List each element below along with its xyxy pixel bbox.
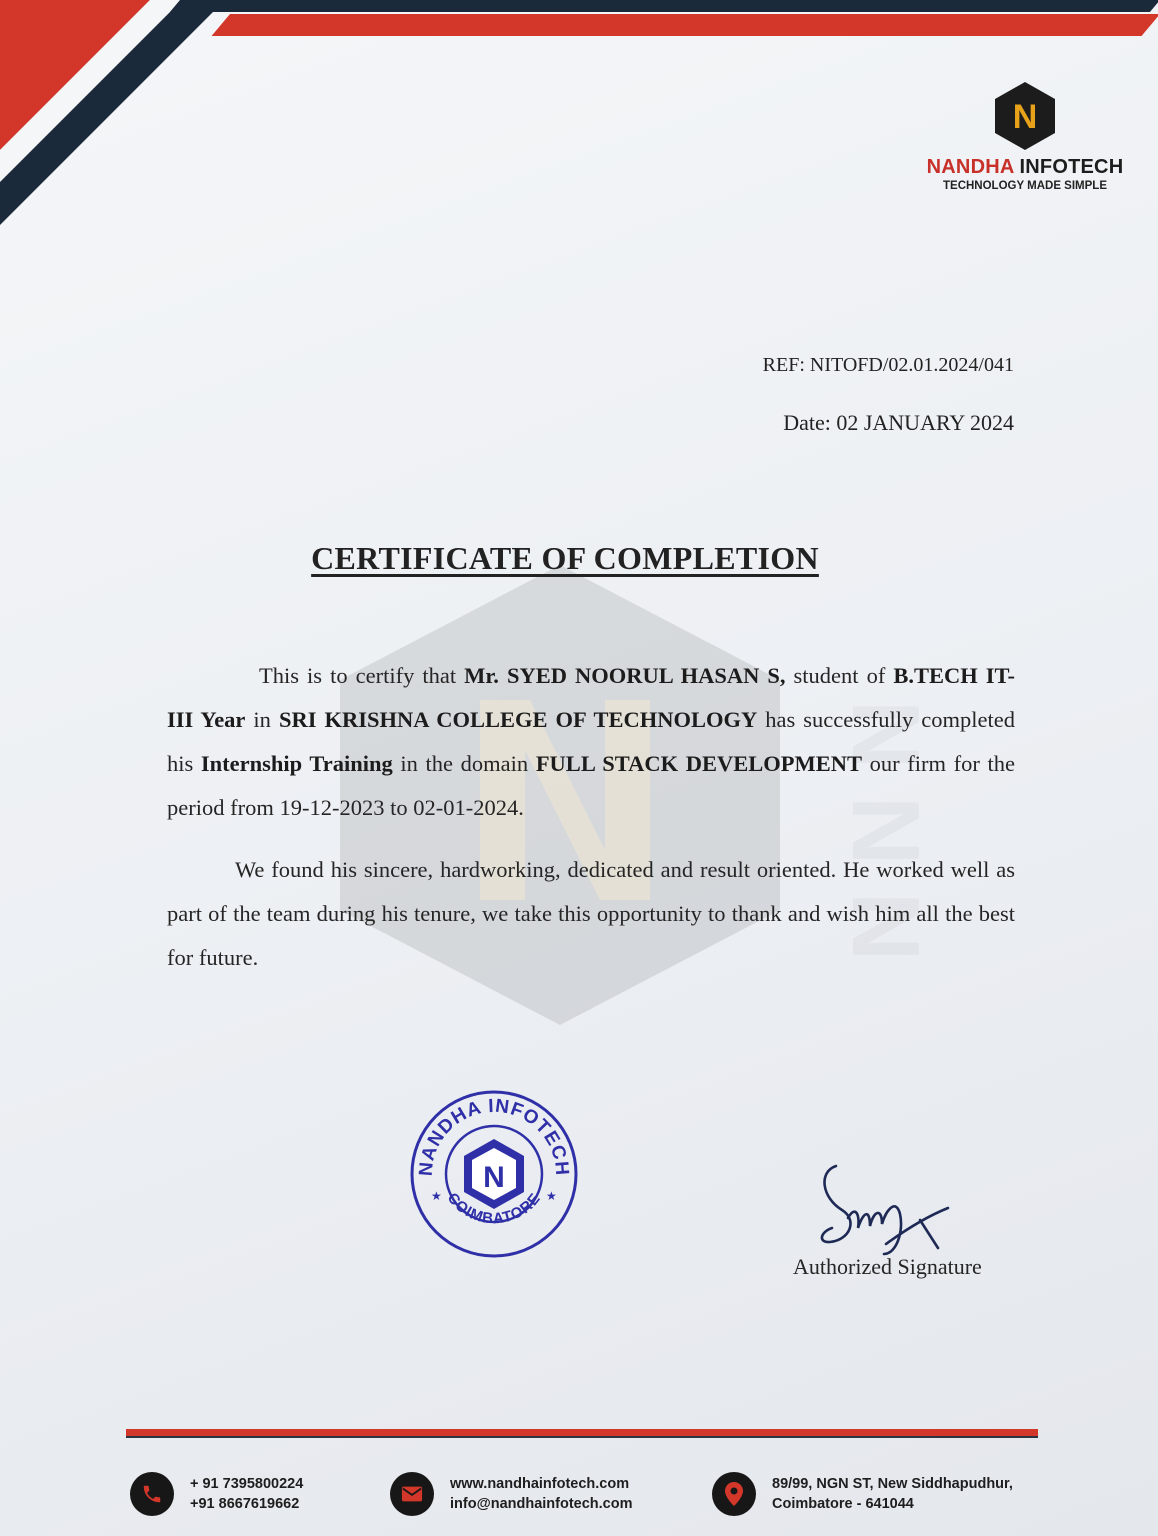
address-line-2: Coimbatore - 641044 [772,1496,914,1512]
location-pin-icon [712,1472,756,1516]
footer-address [712,1472,1013,1516]
top-red-stripe [212,14,1158,36]
text-span: student of [785,663,894,688]
course-name: B.TECH IT- III Year [167,663,1015,732]
svg-text:COIMBATORE: COIMBATORE [443,1189,545,1228]
company-logo [920,80,1130,192]
training-type: Internship Training [200,751,393,776]
company-stamp [404,1084,584,1264]
logo-tagline: TECHNOLOGY MADE SIMPLE [943,180,1107,192]
footer-divider-red [126,1429,1038,1436]
certificate-title: CERTIFICATE OF COMPLETION [311,540,819,576]
website-link[interactable]: www.nandhainfotech.com [450,1476,630,1492]
svg-text:N: N [1012,98,1038,136]
text-span: in the domain [392,751,536,776]
corner-stripes [0,0,330,240]
text-span: We found his sincere, hardworking, dedicated and result oriented. He worked well as part of the team during his tenure, we take this opportunity to thank and wish him all the best for future. [167,857,1015,970]
logo-name-part1: NANDHA [926,156,1014,178]
text-span: This is to certify that [259,663,465,688]
logo-hex-icon [992,80,1058,152]
logo-name-part2: INFOTECH [1019,156,1124,178]
college-name: SRI KRISHNA COLLEGE OF TECHNOLOGY [278,707,758,732]
reference-number: REF: NITOFD/02.01.2024/041 [762,354,1014,376]
body-paragraph-1 [167,654,1015,830]
student-name: Mr. SYED NOORUL HASAN S, [464,663,786,688]
text-span: our firm for the period from 19-12-2023 to 02-01-2024. [167,751,1015,820]
address-line-1: 89/99, NGN ST, New Siddhapudhur, [772,1476,1013,1492]
phone-icon [130,1472,174,1516]
svg-text:★: ★ [431,1189,442,1203]
mail-icon [390,1472,434,1516]
training-domain: FULL STACK DEVELOPMENT [535,751,862,776]
text-span: in [245,707,279,732]
footer-web [390,1472,633,1516]
logo-name [920,156,1130,179]
footer-phone [130,1472,303,1516]
body-paragraph-2 [167,848,1015,980]
svg-text:NANDHA INFOTECH: NANDHA INFOTECH [415,1095,573,1177]
footer-divider-dark [126,1436,1038,1438]
svg-text:N: N [483,1161,505,1194]
text-span: has successfully completed his [167,707,1015,776]
phone-number-1: + 91 7395800224 [190,1476,304,1492]
issue-date: Date: 02 JANUARY 2024 [783,410,1014,435]
signature-label: Authorized Signature [793,1254,982,1279]
svg-text:★: ★ [546,1189,557,1203]
email-link[interactable]: info@nandhainfotech.com [450,1496,633,1512]
handwritten-signature [808,1158,958,1258]
top-dark-stripe [170,0,1158,12]
phone-number-2: +91 8667619662 [190,1496,300,1512]
